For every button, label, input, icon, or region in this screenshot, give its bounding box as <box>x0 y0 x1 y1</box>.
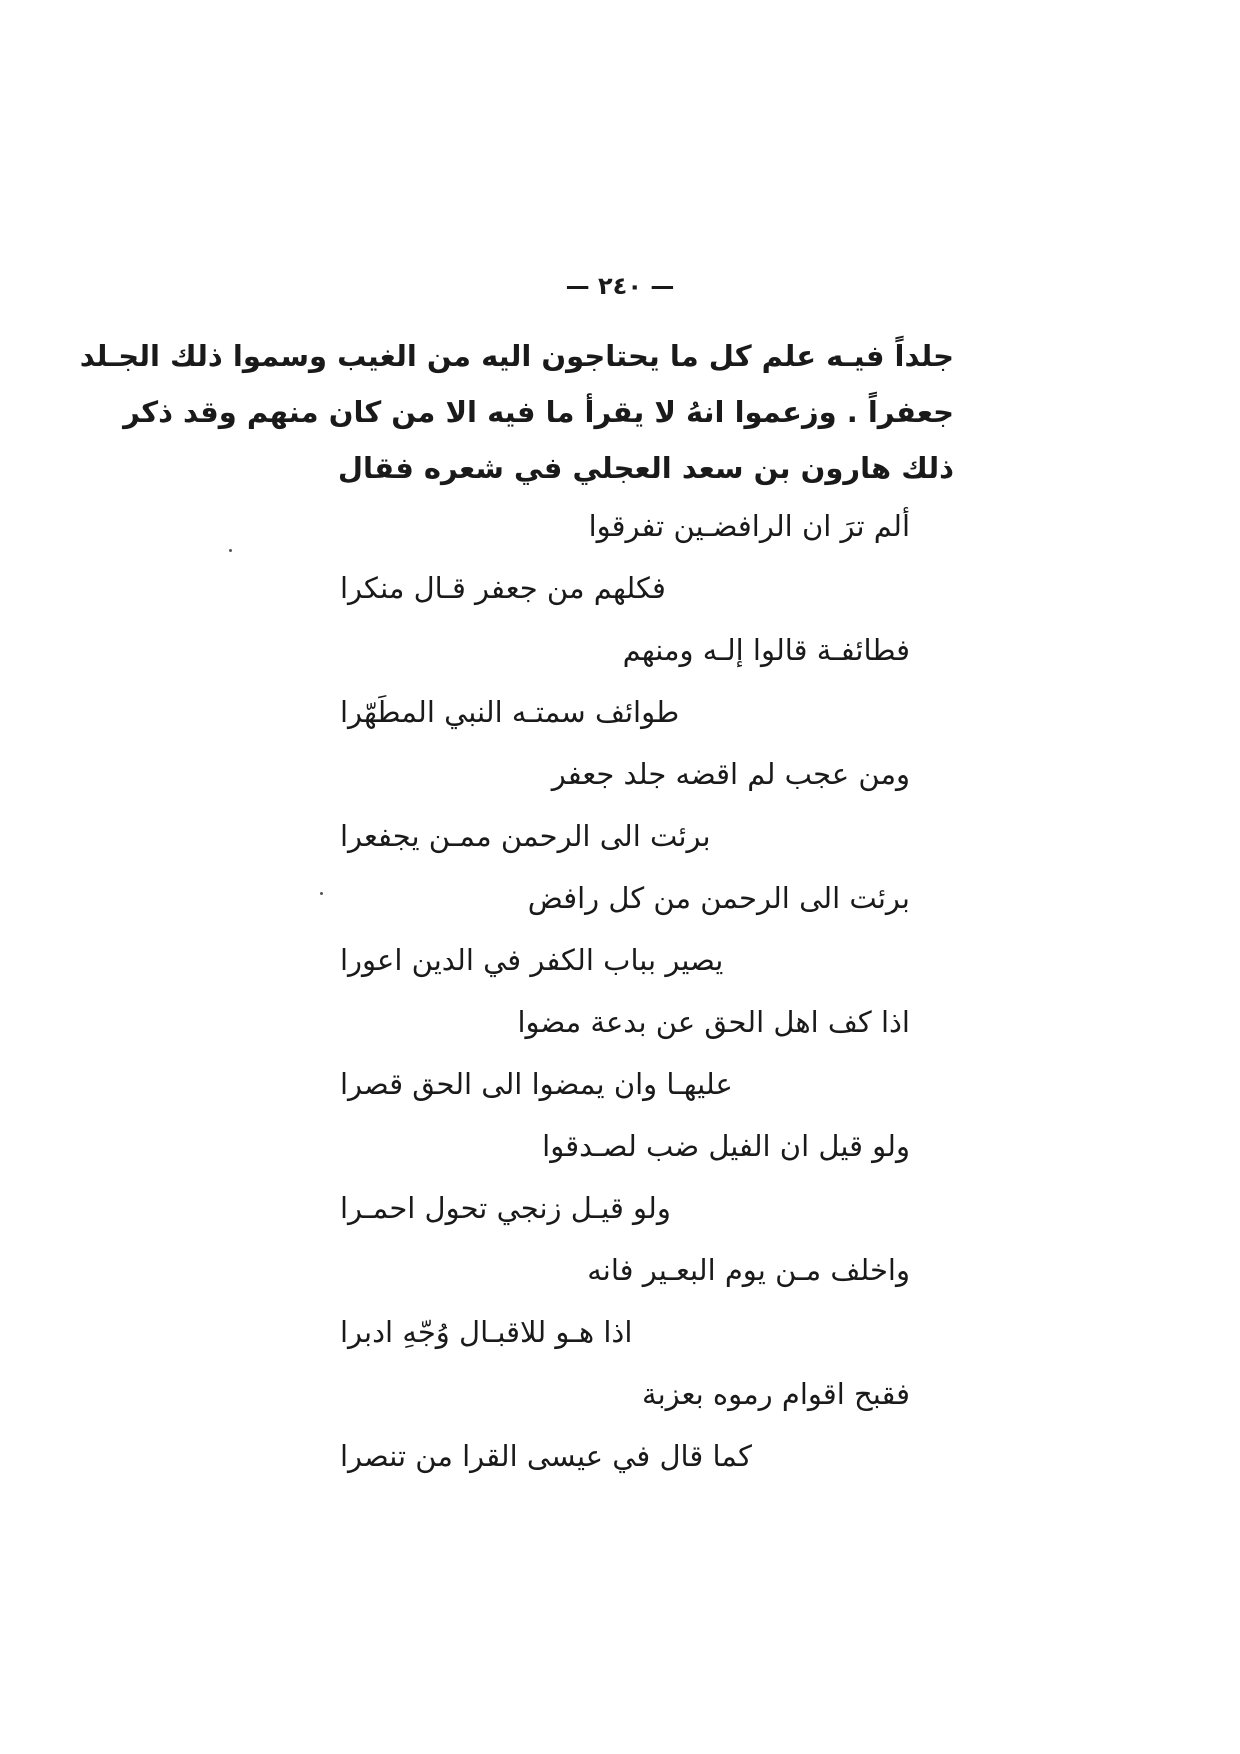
scan-speck <box>229 549 232 552</box>
scan-speck <box>320 892 323 895</box>
page-number: — ٢٤٠ — <box>565 272 675 300</box>
verse-first-hemistich: فطائفـة قالوا إلـه ومنهم <box>622 633 910 667</box>
verse-first-hemistich: اذا كف اهل الحق عن بدعة مضوا <box>517 1005 910 1039</box>
verse-second-hemistich: كما قال في عيسى القرا من تنصرا <box>340 1439 752 1473</box>
prose-line: ذلك هارون بن سعد العجلي في شعره فقال <box>337 451 954 485</box>
verse-first-hemistich: ولو قيل ان الفيل ضب لصـدقوا <box>542 1129 910 1163</box>
verse-second-hemistich: طوائف سمتـه النبي المطَهّرا <box>340 695 680 729</box>
verse-first-hemistich: فقبح اقوام رموه بعزبة <box>642 1377 910 1411</box>
verse-first-hemistich: ألم ترَ ان الرافضـين تفرقوا <box>588 509 910 543</box>
verse-second-hemistich: يصير بباب الكفر في الدين اعورا <box>340 943 724 977</box>
verse-second-hemistich: فكلهم من جعفر قـال منكرا <box>340 571 666 605</box>
verse-second-hemistich: برئت الى الرحمن ممـن يجفعرا <box>340 819 711 853</box>
verse-second-hemistich: اذا هـو للاقبـال وُجّهِ ادبرا <box>340 1315 633 1349</box>
verse-first-hemistich: برئت الى الرحمن من كل رافض <box>527 881 910 915</box>
verse-first-hemistich: واخلف مـن يوم البعـير فانه <box>587 1253 910 1287</box>
verse-second-hemistich: ولو قيـل زنجي تحول احمـرا <box>340 1191 671 1225</box>
prose-line: جعفراً . وزعموا انهُ لا يقرأ ما فيه الا من كان منهم وقد ذكر <box>123 395 954 429</box>
prose-line: جلداً فيـه علم كل ما يحتاجون اليه من الغيب وسموا ذلك الجـلد <box>79 339 954 373</box>
verse-first-hemistich: ومن عجب لم اقضه جلد جعفر <box>551 757 910 791</box>
verse-second-hemistich: عليهـا وان يمضوا الى الحق قصرا <box>340 1067 733 1101</box>
